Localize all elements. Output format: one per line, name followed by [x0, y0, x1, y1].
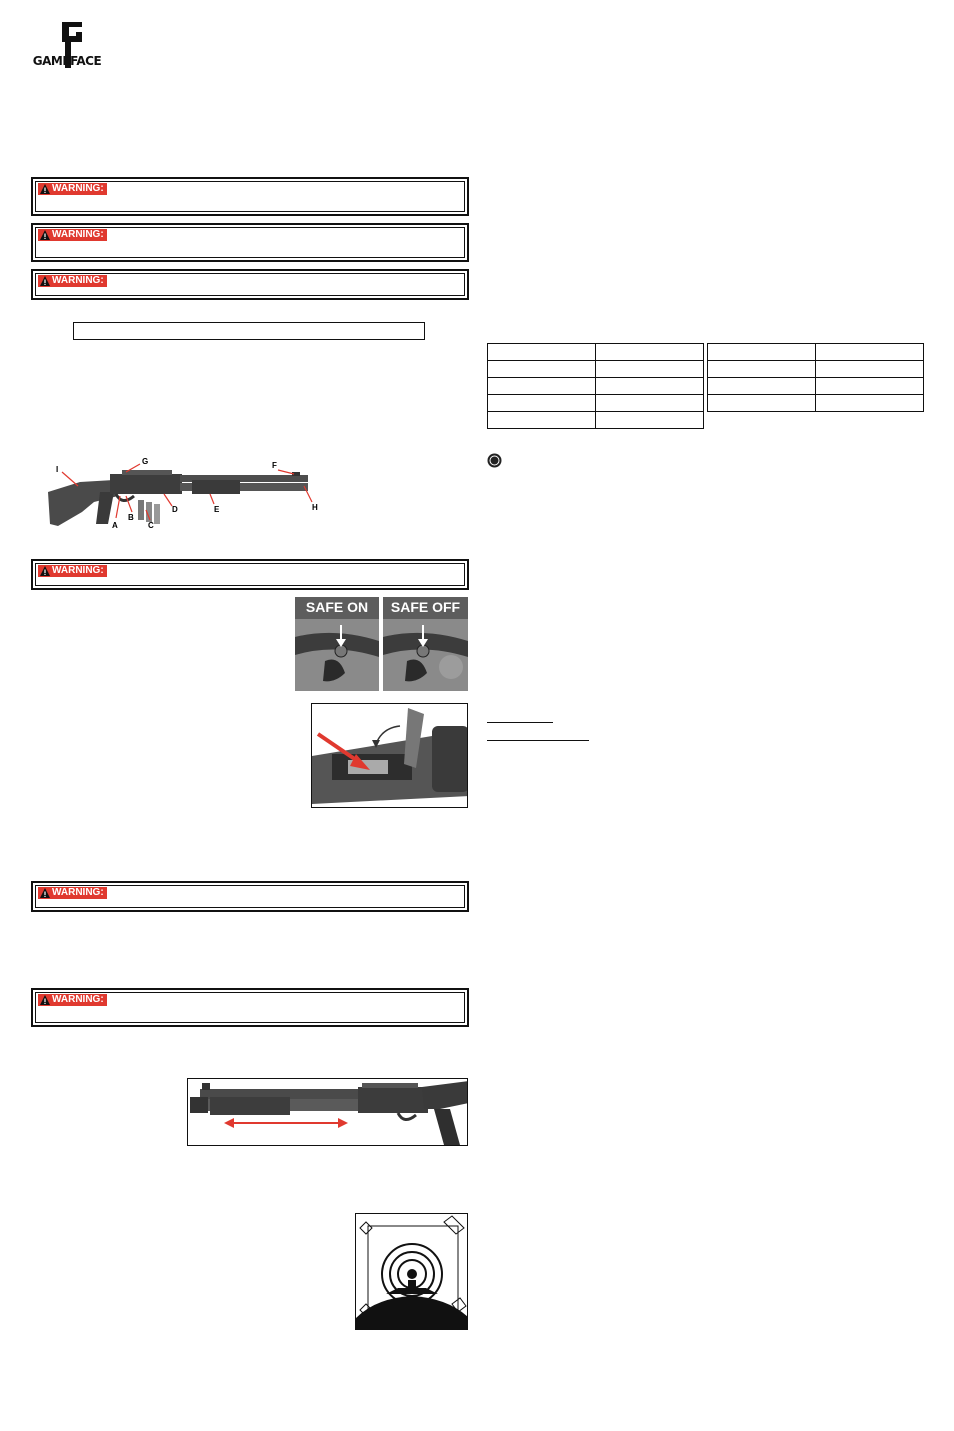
warning-box-3	[31, 269, 469, 300]
table-cell	[488, 395, 596, 412]
warning-triangle-icon	[40, 566, 50, 576]
sight-target-figure	[355, 1213, 468, 1330]
part-label-g: G	[142, 457, 149, 466]
underline-rule-2	[487, 740, 589, 741]
safe-off-label: SAFE OFF	[390, 599, 461, 615]
warning-badge	[38, 565, 107, 577]
loading-gate-illustration	[312, 704, 468, 808]
table-row	[488, 361, 704, 378]
table-cell	[596, 412, 704, 429]
warning-badge	[38, 275, 107, 287]
part-label-i: I	[56, 465, 59, 474]
underline-rule-1	[487, 722, 553, 723]
table-row	[708, 361, 924, 378]
part-label-c: C	[148, 521, 154, 530]
warning-label: WARNING:	[52, 275, 104, 286]
warning-label: WARNING:	[52, 887, 104, 898]
table-cell	[596, 361, 704, 378]
table-cell	[708, 361, 816, 378]
table-cell	[488, 378, 596, 395]
warning-label: WARNING:	[52, 229, 104, 240]
table-row	[708, 395, 924, 412]
shotgun-parts-illustration	[42, 452, 332, 534]
warning-triangle-icon	[40, 184, 50, 194]
sight-target-illustration	[356, 1214, 468, 1330]
pump-action-illustration	[188, 1079, 468, 1146]
warning-box-1	[31, 177, 469, 216]
safe-off-illustration	[383, 597, 468, 691]
warning-triangle-icon	[40, 276, 50, 286]
table-cell	[708, 344, 816, 361]
safety-figure	[295, 597, 468, 691]
bb-icon	[487, 453, 502, 468]
loading-figure	[311, 703, 468, 808]
warning-box-6	[31, 988, 469, 1027]
table-cell	[816, 378, 924, 395]
warning-triangle-icon	[40, 888, 50, 898]
table-row	[488, 378, 704, 395]
gameface-logo	[28, 20, 106, 70]
safe-off-panel	[383, 597, 468, 691]
table-cell	[708, 378, 816, 395]
safe-on-label: SAFE ON	[305, 599, 369, 615]
table-row	[488, 395, 704, 412]
table-row	[488, 344, 704, 361]
table-cell	[596, 344, 704, 361]
table-cell	[816, 344, 924, 361]
table-cell	[708, 395, 816, 412]
warning-badge	[38, 183, 107, 195]
safe-on-panel	[295, 597, 379, 691]
table-cell	[596, 378, 704, 395]
warning-badge	[38, 994, 107, 1006]
warning-label: WARNING:	[52, 183, 104, 194]
part-label-d: D	[172, 505, 178, 514]
parts-diagram	[42, 452, 332, 534]
warning-badge	[38, 229, 107, 241]
warning-badge	[38, 887, 107, 899]
pump-action-figure	[187, 1078, 468, 1146]
table-cell	[488, 344, 596, 361]
table-cell	[816, 361, 924, 378]
table-row	[708, 344, 924, 361]
part-label-a: A	[112, 521, 118, 530]
spec-table-left	[487, 343, 704, 429]
spec-table-right	[707, 343, 924, 412]
logo-wordmark: GAMEFACE	[32, 54, 102, 68]
warning-triangle-icon	[40, 995, 50, 1005]
warning-triangle-icon	[40, 230, 50, 240]
table-cell	[488, 412, 596, 429]
warning-label: WARNING:	[52, 994, 104, 1005]
table-cell	[816, 395, 924, 412]
table-row	[708, 378, 924, 395]
notice-box	[73, 322, 425, 340]
warning-box-2	[31, 223, 469, 262]
part-label-b: B	[128, 513, 134, 522]
warning-box-4	[31, 559, 469, 590]
warning-label: WARNING:	[52, 565, 104, 576]
badge-icon	[487, 453, 502, 468]
table-cell	[488, 361, 596, 378]
warning-box-5	[31, 881, 469, 912]
safe-on-illustration	[295, 597, 379, 691]
part-label-h: H	[312, 503, 318, 512]
part-label-f: F	[272, 461, 277, 470]
part-label-e: E	[214, 505, 220, 514]
table-cell	[596, 395, 704, 412]
table-row	[488, 412, 704, 429]
